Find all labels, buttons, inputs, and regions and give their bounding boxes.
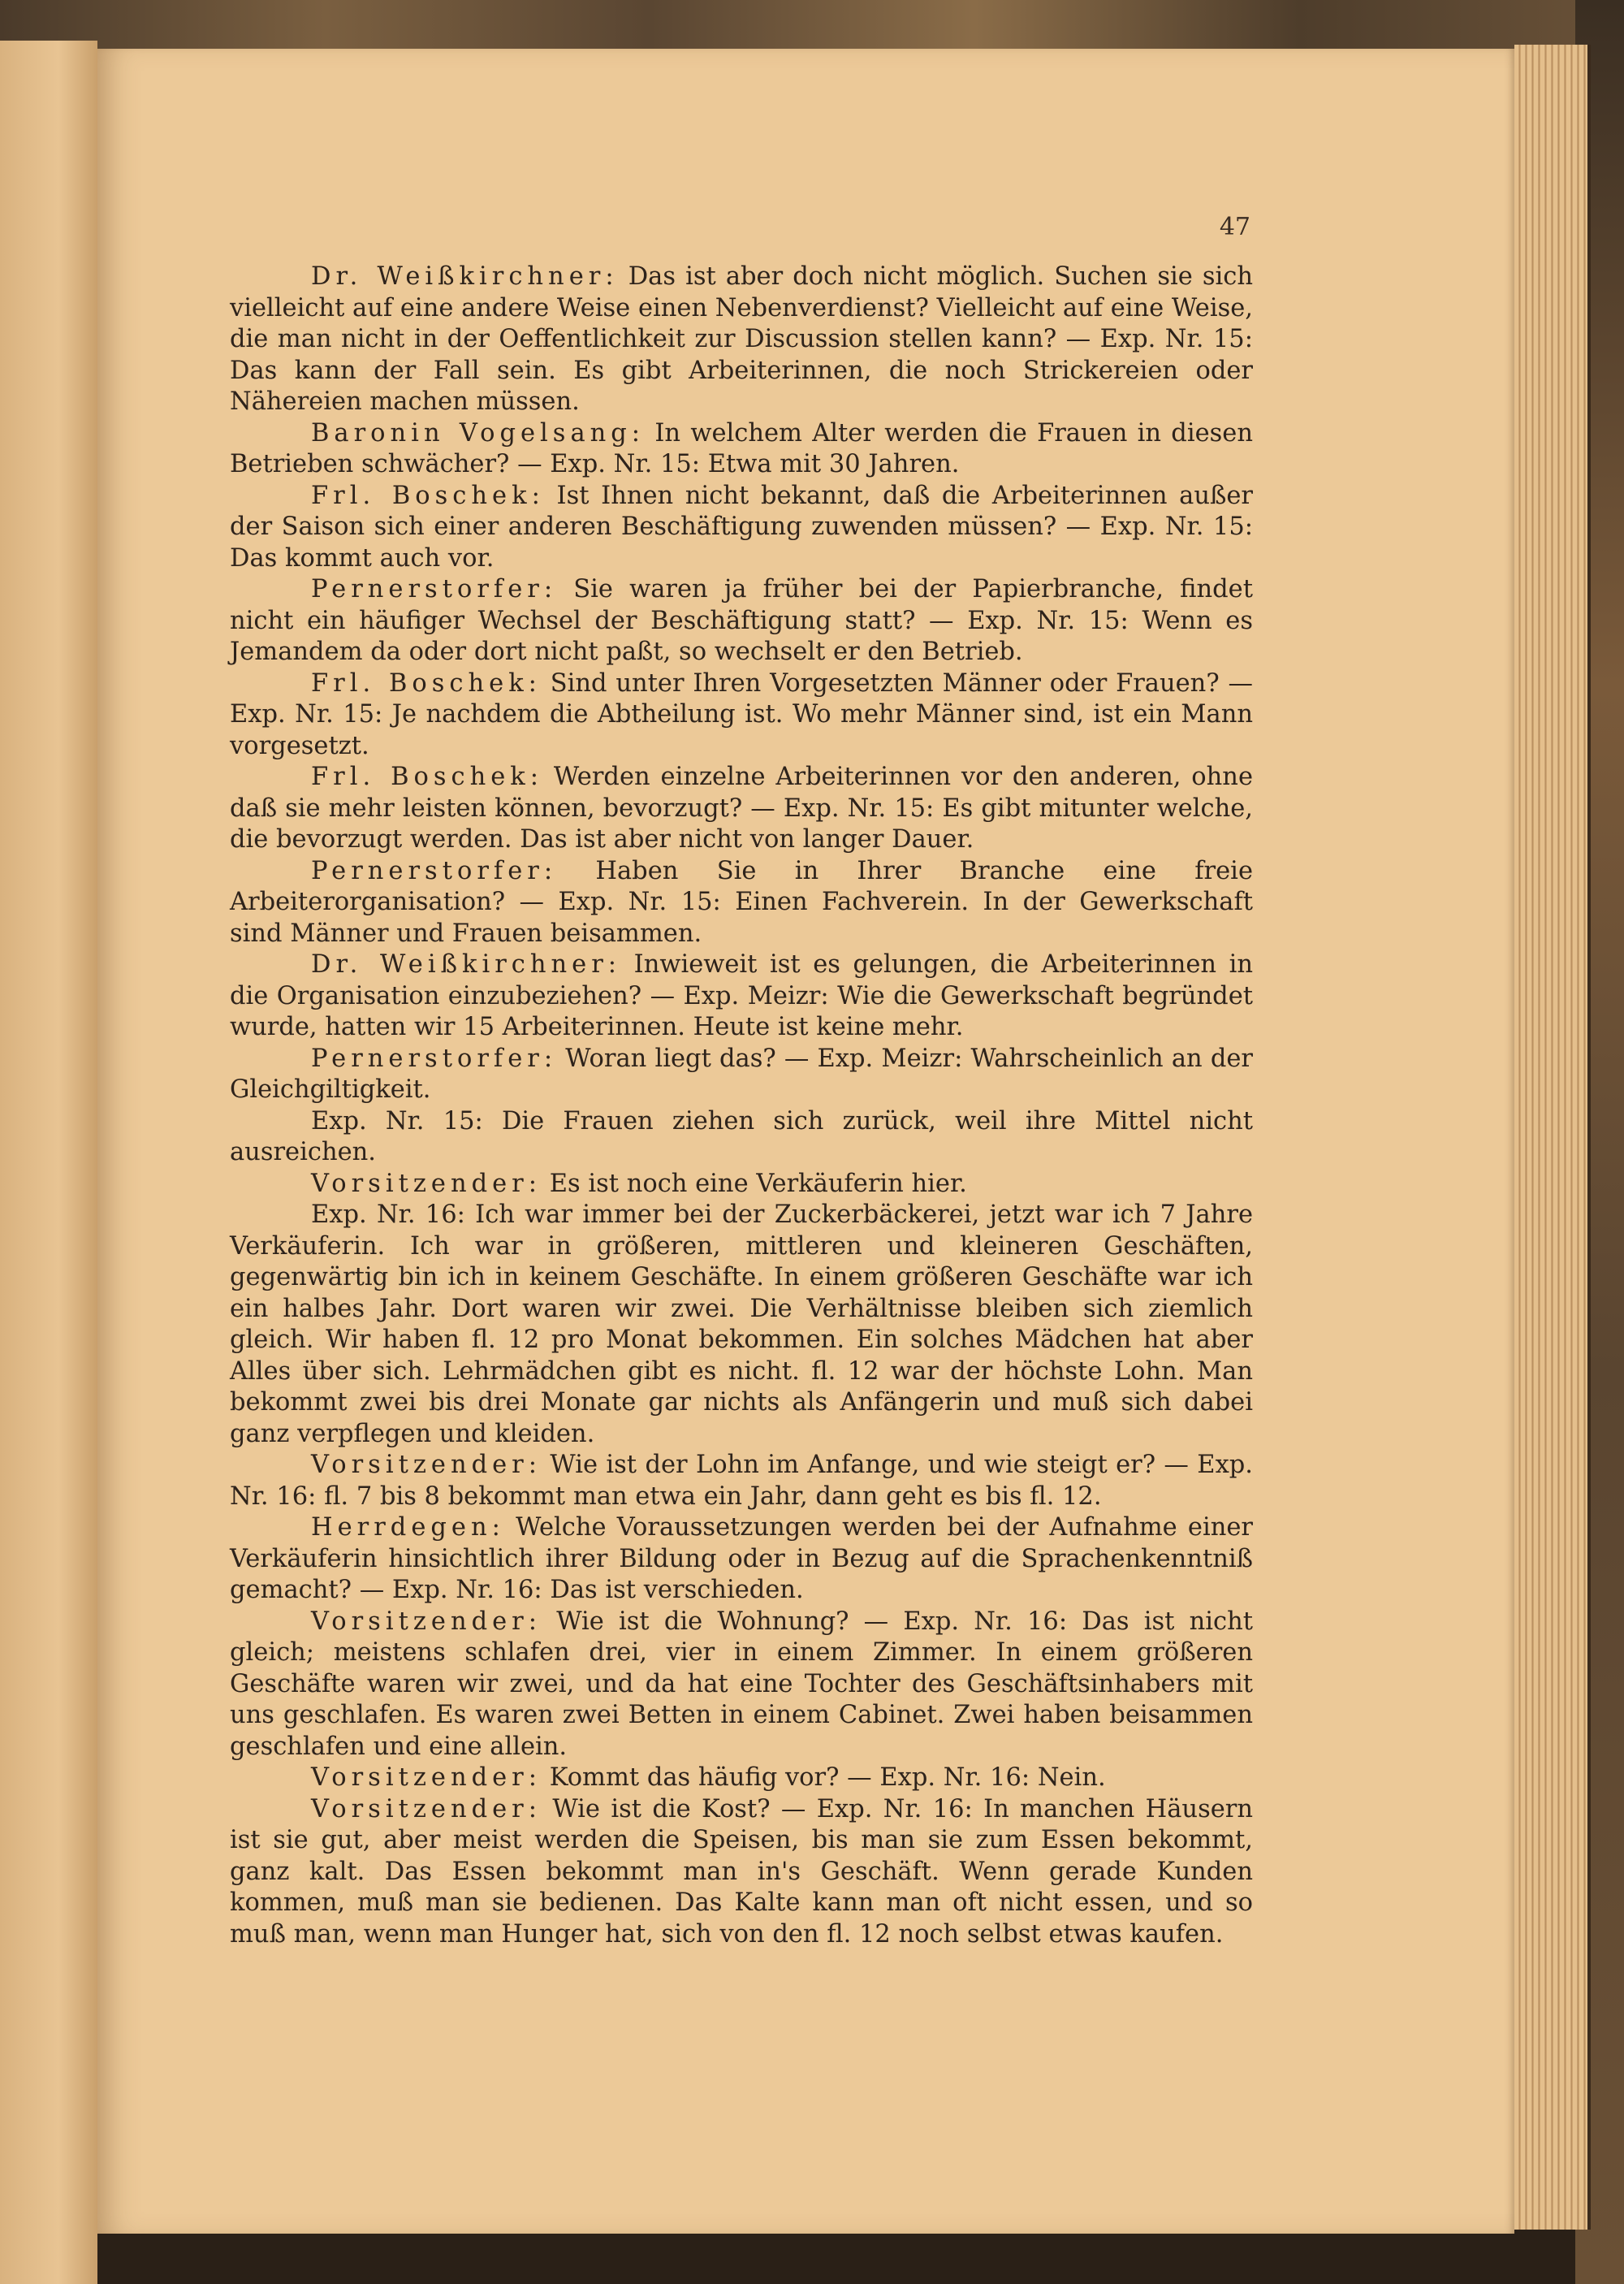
speaker: Vorsitzender: [311,1169,542,1198]
paragraph-text: Woran liegt das? — Exp. Meizr: Wahrscheinlich an der Gleichgiltigkeit. [230,1044,1253,1104]
speaker: Pernerstorfer: [311,1044,558,1073]
paragraph [230,1044,1253,1106]
paragraph-text: Werden einzelne Arbeiterinnen vor den anderen, ohne daß sie mehr leisten können, bevorzugt? — Exp. Nr. 15: Es gibt mitunter welche, die bevorzugt werden. Das ist aber nicht von langer Dauer. [230,763,1253,854]
speaker: Frl. Boschek: [311,763,544,791]
left-page-edge [0,41,97,2284]
paragraph-text: Sind unter Ihren Vorgesetzten Männer oder Frauen? — Exp. Nr. 15: Je nachdem die Abtheilung ist. Wo mehr Männer sind, ist ein Mann vorgesetzt. [230,668,1253,760]
paragraph [230,1607,1253,1763]
speaker: Herrdegen: [311,1513,505,1542]
paragraph-text: Ist Ihnen nicht bekannt, daß die Arbeiterinnen außer der Saison sich einer anderen Beschäftigung zuwenden müssen? — Exp. Nr. 15: Das kommt auch vor. [230,481,1253,573]
paragraph-text: Inwieweit ist es gelungen, die Arbeiterinnen in die Organisation einzubeziehen? — Exp. Meizr: Wie die Gewerkschaft begründet wurde, hatten wir 15 Arbeiterinnen. Heute ist keine mehr. [230,950,1253,1041]
paragraph-text: Haben Sie in Ihrer Branche eine freie Arbeiterorganisation? — Exp. Nr. 15: Einen Fachverein. In der Gewerkschaft sind Männer und Frauen beisammen. [230,856,1253,948]
paragraph [230,1169,1253,1200]
paragraph-text: Welche Voraussetzungen werden bei der Aufnahme einer Verkäuferin hinsichtlich ihrer Bildung oder in Bezug auf die Sprachenkenntniß gemacht? — Exp. Nr. 16: Das ist verschieden. [230,1513,1253,1604]
paragraph [230,574,1253,668]
paragraph [230,481,1253,575]
speaker: Dr. Weißkirchner: [311,950,622,979]
paragraph [230,418,1253,481]
paragraph-text: Es ist noch eine Verkäuferin hier. [542,1169,967,1198]
paragraph [230,762,1253,856]
page-stack-edge [1514,45,1591,2230]
speaker: Vorsitzender: [311,1794,542,1823]
paragraph-text: Kommt das häufig vor? — Exp. Nr. 16: Nein. [542,1763,1106,1792]
page-number: 47 [1219,213,1250,241]
speaker: Frl. Boschek: [311,481,545,510]
paragraph [230,668,1253,763]
page-text [230,262,1253,1950]
paragraph [230,1794,1253,1951]
paragraph-text: Exp. Nr. 16: Ich war immer bei der Zuckerbäckerei, jetzt war ich 7 Jahre Verkäuferin. Ich war in größeren, mittleren und kleineren Geschäften, gegenwärtig bin ich in keinem Geschäfte. In einem größeren Geschäfte war ich ein halbes Jahr. Dort waren wir zwei. Die Verhältnisse bleiben sich ziemlich gleich. Wir haben fl. 12 pro Monat bekommen. Ein solches Mädchen hat aber Alles über sich. Lehrmädchen gibt es nicht. fl. 12 war der höchste Lohn. Man bekommt zwei bis drei Monate gar nichts als Anfängerin und muß sich dabei ganz verpflegen und kleiden. [230,1200,1253,1448]
paragraph [230,1106,1253,1169]
paragraph [230,950,1253,1044]
speaker: Vorsitzender: [311,1451,542,1479]
speaker: Pernerstorfer: [311,575,558,603]
speaker: Frl. Boschek: [311,668,542,698]
speaker: Dr. Weißkirchner: [311,262,619,291]
speaker: Vorsitzender: [311,1763,542,1792]
paragraph [230,1763,1253,1794]
paragraph [230,1200,1253,1450]
paragraph-text: Das ist aber doch nicht möglich. Suchen sie sich vielleicht auf eine andere Weise einen Nebenverdienst? Vielleicht auf eine Weise, die man nicht in der Oeffentlichkeit zur Discussion stellen kann? — Exp. Nr. 15: Das kann der Fall sein. Es gibt Arbeiterinnen, die noch Strickereien oder Nähereien machen müssen. [230,262,1254,416]
paragraph-text: Wie ist die Kost? — Exp. Nr. 16: In manchen Häusern ist sie gut, aber meist werden die Speisen, bis man sie zum Essen bekommt, ganz kalt. Das Essen bekommt man in's Geschäft. Wenn gerade Kunden kommen, muß man sie bedienen. Das Kalte kann man oft nicht essen, und so muß man, wenn man Hunger hat, sich von den fl. 12 noch selbst etwas kaufen. [230,1794,1253,1949]
speaker: Vorsitzender: [311,1607,542,1636]
paragraph-text: Wie ist der Lohn im Anfange, und wie steigt er? — Exp. Nr. 16: fl. 7 bis 8 bekommt man etwa ein Jahr, dann geht es bis fl. 12. [230,1451,1253,1511]
paragraph [230,856,1253,950]
paragraph [230,262,1253,418]
paragraph-text: Wie ist die Wohnung? — Exp. Nr. 16: Das ist nicht gleich; meistens schlafen drei, vier in einem Zimmer. In einem größeren Geschäfte waren wir zwei, und da hat eine Tochter des Geschäftsinhabers mit uns geschlafen. Es waren zwei Betten in einem Cabinet. Zwei haben beisammen geschlafen und eine allein. [230,1607,1253,1761]
paragraph-text: Exp. Nr. 15: Die Frauen ziehen sich zurück, weil ihre Mittel nicht ausreichen. [230,1106,1253,1166]
paragraph [230,1450,1253,1512]
paragraph-text: In welchem Alter werden die Frauen in diesen Betrieben schwächer? — Exp. Nr. 15: Etwa mit 30 Jahren. [230,418,1253,478]
paragraph [230,1512,1253,1607]
paragraph-text: Sie waren ja früher bei der Papierbranche, findet nicht ein häufiger Wechsel der Beschäftigung statt? — Exp. Nr. 15: Wenn es Jemandem da oder dort nicht paßt, so wechselt er den Betrieb. [230,575,1253,666]
speaker: Baronin Vogelsang: [311,418,646,448]
speaker: Pernerstorfer: [311,856,558,885]
